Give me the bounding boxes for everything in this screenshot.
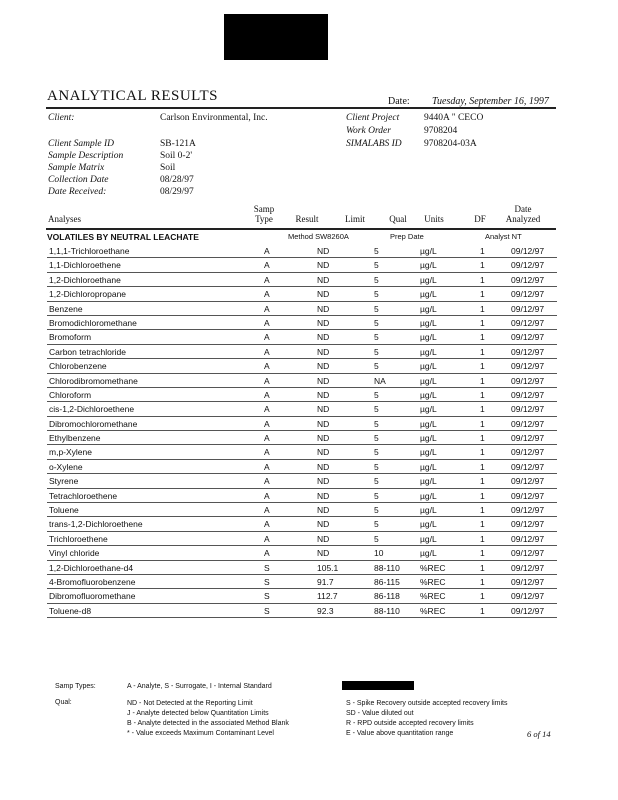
col-limit: Limit: [345, 214, 365, 224]
cell-limit: 5: [374, 303, 379, 314]
table-row: [47, 345, 557, 359]
cell-samp-type: A: [264, 303, 270, 314]
qual-legend-item: E - Value above quantitation range: [346, 730, 454, 737]
redaction-footer: [342, 681, 414, 690]
cell-date: 09/12/97: [511, 246, 545, 256]
cell-df: 1: [480, 548, 485, 559]
cell-samp-type: A: [264, 476, 270, 487]
matrix-value: Soil: [160, 163, 176, 173]
cell-df: 1: [480, 562, 485, 573]
cell-units: µg/L: [420, 289, 437, 300]
cell-limit: 5: [374, 490, 379, 501]
cell-df: 1: [480, 389, 485, 400]
qual-label: Qual:: [55, 699, 72, 706]
cell-limit: 5: [374, 289, 379, 300]
cell-samp-type: S: [264, 591, 270, 602]
collection-label: Collection Date: [48, 175, 109, 185]
cell-df: 1: [480, 461, 485, 472]
cell-result: ND: [317, 533, 330, 544]
cell-df: 1: [480, 246, 485, 256]
cell-result: ND: [317, 490, 330, 501]
cell-result: ND: [317, 548, 330, 559]
cell-df: 1: [480, 605, 485, 616]
section-method: Method SW8260A: [288, 232, 349, 241]
cell-samp-type: A: [264, 260, 270, 271]
sample-id-label: Client Sample ID: [48, 139, 114, 149]
table-row: [47, 316, 557, 330]
cell-date: 09/12/97: [511, 461, 545, 472]
qual-legend-item: B - Analyte detected in the associated Method Blank: [127, 720, 289, 727]
cell-units: µg/L: [420, 533, 437, 544]
cell-units: µg/L: [420, 447, 437, 458]
section-name: VOLATILES BY NEUTRAL LEACHATE: [47, 232, 199, 242]
cell-date: 09/12/97: [511, 346, 545, 357]
cell-samp-type: A: [264, 490, 270, 501]
column-header-rule: [46, 228, 556, 230]
cell-samp-type: S: [264, 605, 270, 616]
cell-analyte: 1,2-Dichloroethane-d4: [49, 562, 134, 573]
cell-df: 1: [480, 404, 485, 415]
redaction-top: [224, 14, 328, 60]
cell-units: µg/L: [420, 246, 437, 256]
header-rule: [46, 107, 556, 109]
cell-samp-type: A: [264, 346, 270, 357]
cell-df: 1: [480, 533, 485, 544]
section-analyst: Analyst NT: [485, 232, 522, 241]
cell-df: 1: [480, 303, 485, 314]
cell-analyte: Toluene-d8: [49, 605, 92, 616]
table-row: [47, 474, 557, 488]
cell-analyte: 1,2-Dichloropropane: [49, 289, 127, 300]
table-row: [47, 417, 557, 431]
cell-samp-type: A: [264, 289, 270, 300]
results-table: [47, 244, 557, 618]
cell-analyte: Dibromochloromethane: [49, 418, 138, 429]
cell-result: ND: [317, 519, 330, 530]
cell-date: 09/12/97: [511, 505, 545, 516]
table-row: [47, 359, 557, 373]
samp-types-label: Samp Types:: [55, 683, 96, 690]
cell-result: ND: [317, 361, 330, 372]
cell-limit: 5: [374, 361, 379, 372]
cell-units: µg/L: [420, 461, 437, 472]
cell-df: 1: [480, 346, 485, 357]
cell-units: µg/L: [420, 361, 437, 372]
col-df: DF: [474, 214, 486, 224]
cell-date: 09/12/97: [511, 476, 545, 487]
cell-df: 1: [480, 317, 485, 328]
cell-limit: 5: [374, 317, 379, 328]
cell-df: 1: [480, 274, 485, 285]
cell-limit: 5: [374, 332, 379, 343]
cell-analyte: Benzene: [49, 303, 83, 314]
table-row: [47, 489, 557, 503]
cell-limit: 5: [374, 246, 379, 256]
table-row: [47, 287, 557, 301]
cell-limit: 5: [374, 260, 379, 271]
cell-df: 1: [480, 361, 485, 372]
cell-samp-type: A: [264, 404, 270, 415]
cell-result: ND: [317, 447, 330, 458]
cell-units: µg/L: [420, 490, 437, 501]
samp-types-text: A - Analyte, S - Surrogate, I - Internal Standard: [127, 683, 272, 690]
cell-analyte: m,p-Xylene: [49, 447, 92, 458]
cell-df: 1: [480, 519, 485, 530]
cell-units: µg/L: [420, 332, 437, 343]
table-row: [47, 374, 557, 388]
cell-units: µg/L: [420, 404, 437, 415]
cell-result: ND: [317, 260, 330, 271]
cell-df: 1: [480, 576, 485, 587]
cell-samp-type: A: [264, 375, 270, 386]
cell-df: 1: [480, 332, 485, 343]
cell-result: ND: [317, 303, 330, 314]
cell-df: 1: [480, 418, 485, 429]
cell-limit: 5: [374, 433, 379, 444]
cell-date: 09/12/97: [511, 548, 545, 559]
cell-limit: 5: [374, 346, 379, 357]
table-row: [47, 503, 557, 517]
lab-id-label: SIMALABS ID: [346, 139, 402, 149]
sample-id-value: SB-121A: [160, 139, 196, 149]
cell-date: 09/12/97: [511, 519, 545, 530]
cell-limit: 5: [374, 389, 379, 400]
cell-date: 09/12/97: [511, 389, 545, 400]
cell-analyte: Styrene: [49, 476, 79, 487]
cell-samp-type: S: [264, 576, 270, 587]
cell-analyte: Chloroform: [49, 389, 92, 400]
work-order-label: Work Order: [346, 126, 391, 136]
cell-df: 1: [480, 490, 485, 501]
table-row: [47, 546, 557, 560]
qual-legend-item: SD - Value diluted out: [346, 710, 414, 717]
date-value: Tuesday, September 16, 1997: [432, 96, 549, 107]
cell-date: 09/12/97: [511, 332, 545, 343]
cell-result: ND: [317, 505, 330, 516]
cell-limit: 5: [374, 274, 379, 285]
cell-analyte: Trichloroethene: [49, 533, 108, 544]
cell-date: 09/12/97: [511, 375, 545, 386]
table-row: [47, 273, 557, 287]
cell-analyte: 4-Bromofluorobenzene: [49, 576, 136, 587]
qual-legend-item: S - Spike Recovery outside accepted recovery limits: [346, 700, 508, 707]
cell-date: 09/12/97: [511, 317, 545, 328]
cell-analyte: Dibromofluoromethane: [49, 591, 136, 602]
project-label: Client Project: [346, 113, 400, 123]
cell-limit: 5: [374, 533, 379, 544]
cell-limit: 88-110: [374, 562, 400, 573]
cell-units: µg/L: [420, 505, 437, 516]
table-row: [47, 604, 557, 618]
qual-legend-item: J - Analyte detected below Quantitation Limits: [127, 710, 269, 717]
page-number: 6 of 14: [527, 729, 551, 739]
date-label: Date:: [388, 96, 410, 107]
cell-samp-type: A: [264, 433, 270, 444]
table-row: [47, 445, 557, 459]
cell-df: 1: [480, 375, 485, 386]
cell-limit: 5: [374, 447, 379, 458]
cell-date: 09/12/97: [511, 490, 545, 501]
cell-limit: 5: [374, 519, 379, 530]
cell-analyte: 1,1,1-Trichloroethane: [49, 246, 130, 256]
table-row: [47, 561, 557, 575]
qual-legend-item: * - Value exceeds Maximum Contaminant Level: [127, 730, 274, 737]
cell-samp-type: A: [264, 389, 270, 400]
cell-df: 1: [480, 505, 485, 516]
cell-limit: NA: [374, 375, 386, 386]
cell-samp-type: A: [264, 317, 270, 328]
cell-units: µg/L: [420, 346, 437, 357]
table-row: [47, 431, 557, 445]
cell-analyte: Toluene: [49, 505, 79, 516]
cell-analyte: 1,2-Dichloroethane: [49, 274, 121, 285]
cell-result: ND: [317, 433, 330, 444]
cell-units: µg/L: [420, 548, 437, 559]
cell-date: 09/12/97: [511, 533, 545, 544]
section-prep-date: Prep Date: [390, 232, 424, 241]
matrix-label: Sample Matrix: [48, 163, 105, 173]
cell-limit: 5: [374, 476, 379, 487]
cell-result: ND: [317, 389, 330, 400]
col-date-analyzed: Date Analyzed: [505, 204, 541, 224]
received-label: Date Received:: [48, 187, 107, 197]
cell-analyte: Bromoform: [49, 332, 92, 343]
cell-limit: 86-115: [374, 576, 400, 587]
client-value: Carlson Environmental, Inc.: [160, 113, 268, 123]
cell-units: µg/L: [420, 274, 437, 285]
cell-result: ND: [317, 317, 330, 328]
cell-limit: 5: [374, 404, 379, 415]
col-samp-type: Samp Type: [253, 204, 275, 224]
qual-legend-right: [346, 699, 507, 739]
cell-df: 1: [480, 433, 485, 444]
cell-analyte: Tetrachloroethene: [49, 490, 118, 501]
received-value: 08/29/97: [160, 187, 194, 197]
cell-result: ND: [317, 332, 330, 343]
cell-date: 09/12/97: [511, 303, 545, 314]
table-row: [47, 244, 557, 258]
cell-samp-type: A: [264, 418, 270, 429]
table-row: [47, 330, 557, 344]
cell-date: 09/12/97: [511, 274, 545, 285]
cell-units: µg/L: [420, 476, 437, 487]
cell-result: ND: [317, 274, 330, 285]
table-row: [47, 575, 557, 589]
cell-units: %REC: [420, 562, 446, 573]
cell-result: ND: [317, 461, 330, 472]
col-qual: Qual: [389, 214, 407, 224]
cell-date: 09/12/97: [511, 404, 545, 415]
cell-limit: 5: [374, 461, 379, 472]
table-row: [47, 402, 557, 416]
cell-samp-type: A: [264, 246, 270, 256]
cell-date: 09/12/97: [511, 447, 545, 458]
cell-df: 1: [480, 591, 485, 602]
cell-result: ND: [317, 375, 330, 386]
cell-df: 1: [480, 289, 485, 300]
cell-analyte: Chlorobenzene: [49, 361, 107, 372]
cell-analyte: o-Xylene: [49, 461, 83, 472]
cell-date: 09/12/97: [511, 433, 545, 444]
description-label: Sample Description: [48, 151, 124, 161]
qual-legend-item: R - RPD outside accepted recovery limits: [346, 720, 474, 727]
cell-limit: 5: [374, 505, 379, 516]
cell-result: ND: [317, 404, 330, 415]
cell-analyte: 1,1-Dichloroethene: [49, 260, 121, 271]
cell-samp-type: A: [264, 361, 270, 372]
qual-legend-left: [127, 699, 289, 739]
cell-limit: 88-110: [374, 605, 400, 616]
cell-df: 1: [480, 476, 485, 487]
work-order-value: 9708204: [424, 126, 458, 136]
cell-result: 105.1: [317, 562, 339, 573]
cell-units: µg/L: [420, 519, 437, 530]
cell-samp-type: A: [264, 548, 270, 559]
cell-date: 09/12/97: [511, 605, 545, 616]
cell-units: µg/L: [420, 260, 437, 271]
cell-units: µg/L: [420, 389, 437, 400]
cell-analyte: Ethylbenzene: [49, 433, 101, 444]
cell-units: %REC: [420, 591, 446, 602]
cell-limit: 86-118: [374, 591, 400, 602]
cell-units: µg/L: [420, 375, 437, 386]
cell-analyte: trans-1,2-Dichloroethene: [49, 519, 143, 530]
col-units: Units: [424, 214, 444, 224]
cell-samp-type: A: [264, 274, 270, 285]
cell-date: 09/12/97: [511, 361, 545, 372]
cell-result: 92.3: [317, 605, 334, 616]
lab-id-value: 9708204-03A: [424, 139, 477, 149]
cell-analyte: cis-1,2-Dichloroethene: [49, 404, 135, 415]
cell-analyte: Vinyl chloride: [49, 548, 100, 559]
cell-date: 09/12/97: [511, 591, 545, 602]
description-value: Soil 0-2': [160, 151, 193, 161]
cell-units: %REC: [420, 605, 446, 616]
table-row: [47, 302, 557, 316]
cell-df: 1: [480, 260, 485, 271]
cell-date: 09/12/97: [511, 576, 545, 587]
cell-result: ND: [317, 418, 330, 429]
cell-samp-type: A: [264, 505, 270, 516]
cell-samp-type: A: [264, 332, 270, 343]
cell-analyte: Chlorodibromomethane: [49, 375, 138, 386]
table-row: [47, 532, 557, 546]
cell-samp-type: A: [264, 461, 270, 472]
page-title: ANALYTICAL RESULTS: [47, 88, 218, 104]
cell-units: µg/L: [420, 303, 437, 314]
cell-samp-type: A: [264, 447, 270, 458]
cell-result: 91.7: [317, 576, 334, 587]
cell-limit: 5: [374, 418, 379, 429]
table-row: [47, 258, 557, 272]
cell-result: ND: [317, 476, 330, 487]
cell-date: 09/12/97: [511, 562, 545, 573]
cell-df: 1: [480, 447, 485, 458]
cell-units: µg/L: [420, 418, 437, 429]
project-value: 9440A " CECO: [424, 113, 484, 123]
cell-analyte: Bromodichloromethane: [49, 317, 137, 328]
cell-units: µg/L: [420, 433, 437, 444]
cell-date: 09/12/97: [511, 418, 545, 429]
cell-result: 112.7: [317, 591, 338, 602]
col-analyses: Analyses: [48, 214, 81, 224]
table-row: [47, 460, 557, 474]
client-label: Client:: [48, 113, 75, 123]
cell-date: 09/12/97: [511, 260, 545, 271]
cell-samp-type: A: [264, 519, 270, 530]
cell-result: ND: [317, 246, 330, 256]
col-result: Result: [295, 214, 319, 224]
cell-date: 09/12/97: [511, 289, 545, 300]
cell-analyte: Carbon tetrachloride: [49, 346, 127, 357]
cell-units: µg/L: [420, 317, 437, 328]
qual-legend-item: ND - Not Detected at the Reporting Limit: [127, 700, 253, 707]
cell-samp-type: S: [264, 562, 270, 573]
table-row: [47, 589, 557, 603]
table-row: [47, 517, 557, 531]
cell-samp-type: A: [264, 533, 270, 544]
collection-value: 08/28/97: [160, 175, 194, 185]
cell-result: ND: [317, 346, 330, 357]
cell-result: ND: [317, 289, 330, 300]
table-row: [47, 388, 557, 402]
cell-limit: 10: [374, 548, 384, 559]
cell-units: %REC: [420, 576, 446, 587]
